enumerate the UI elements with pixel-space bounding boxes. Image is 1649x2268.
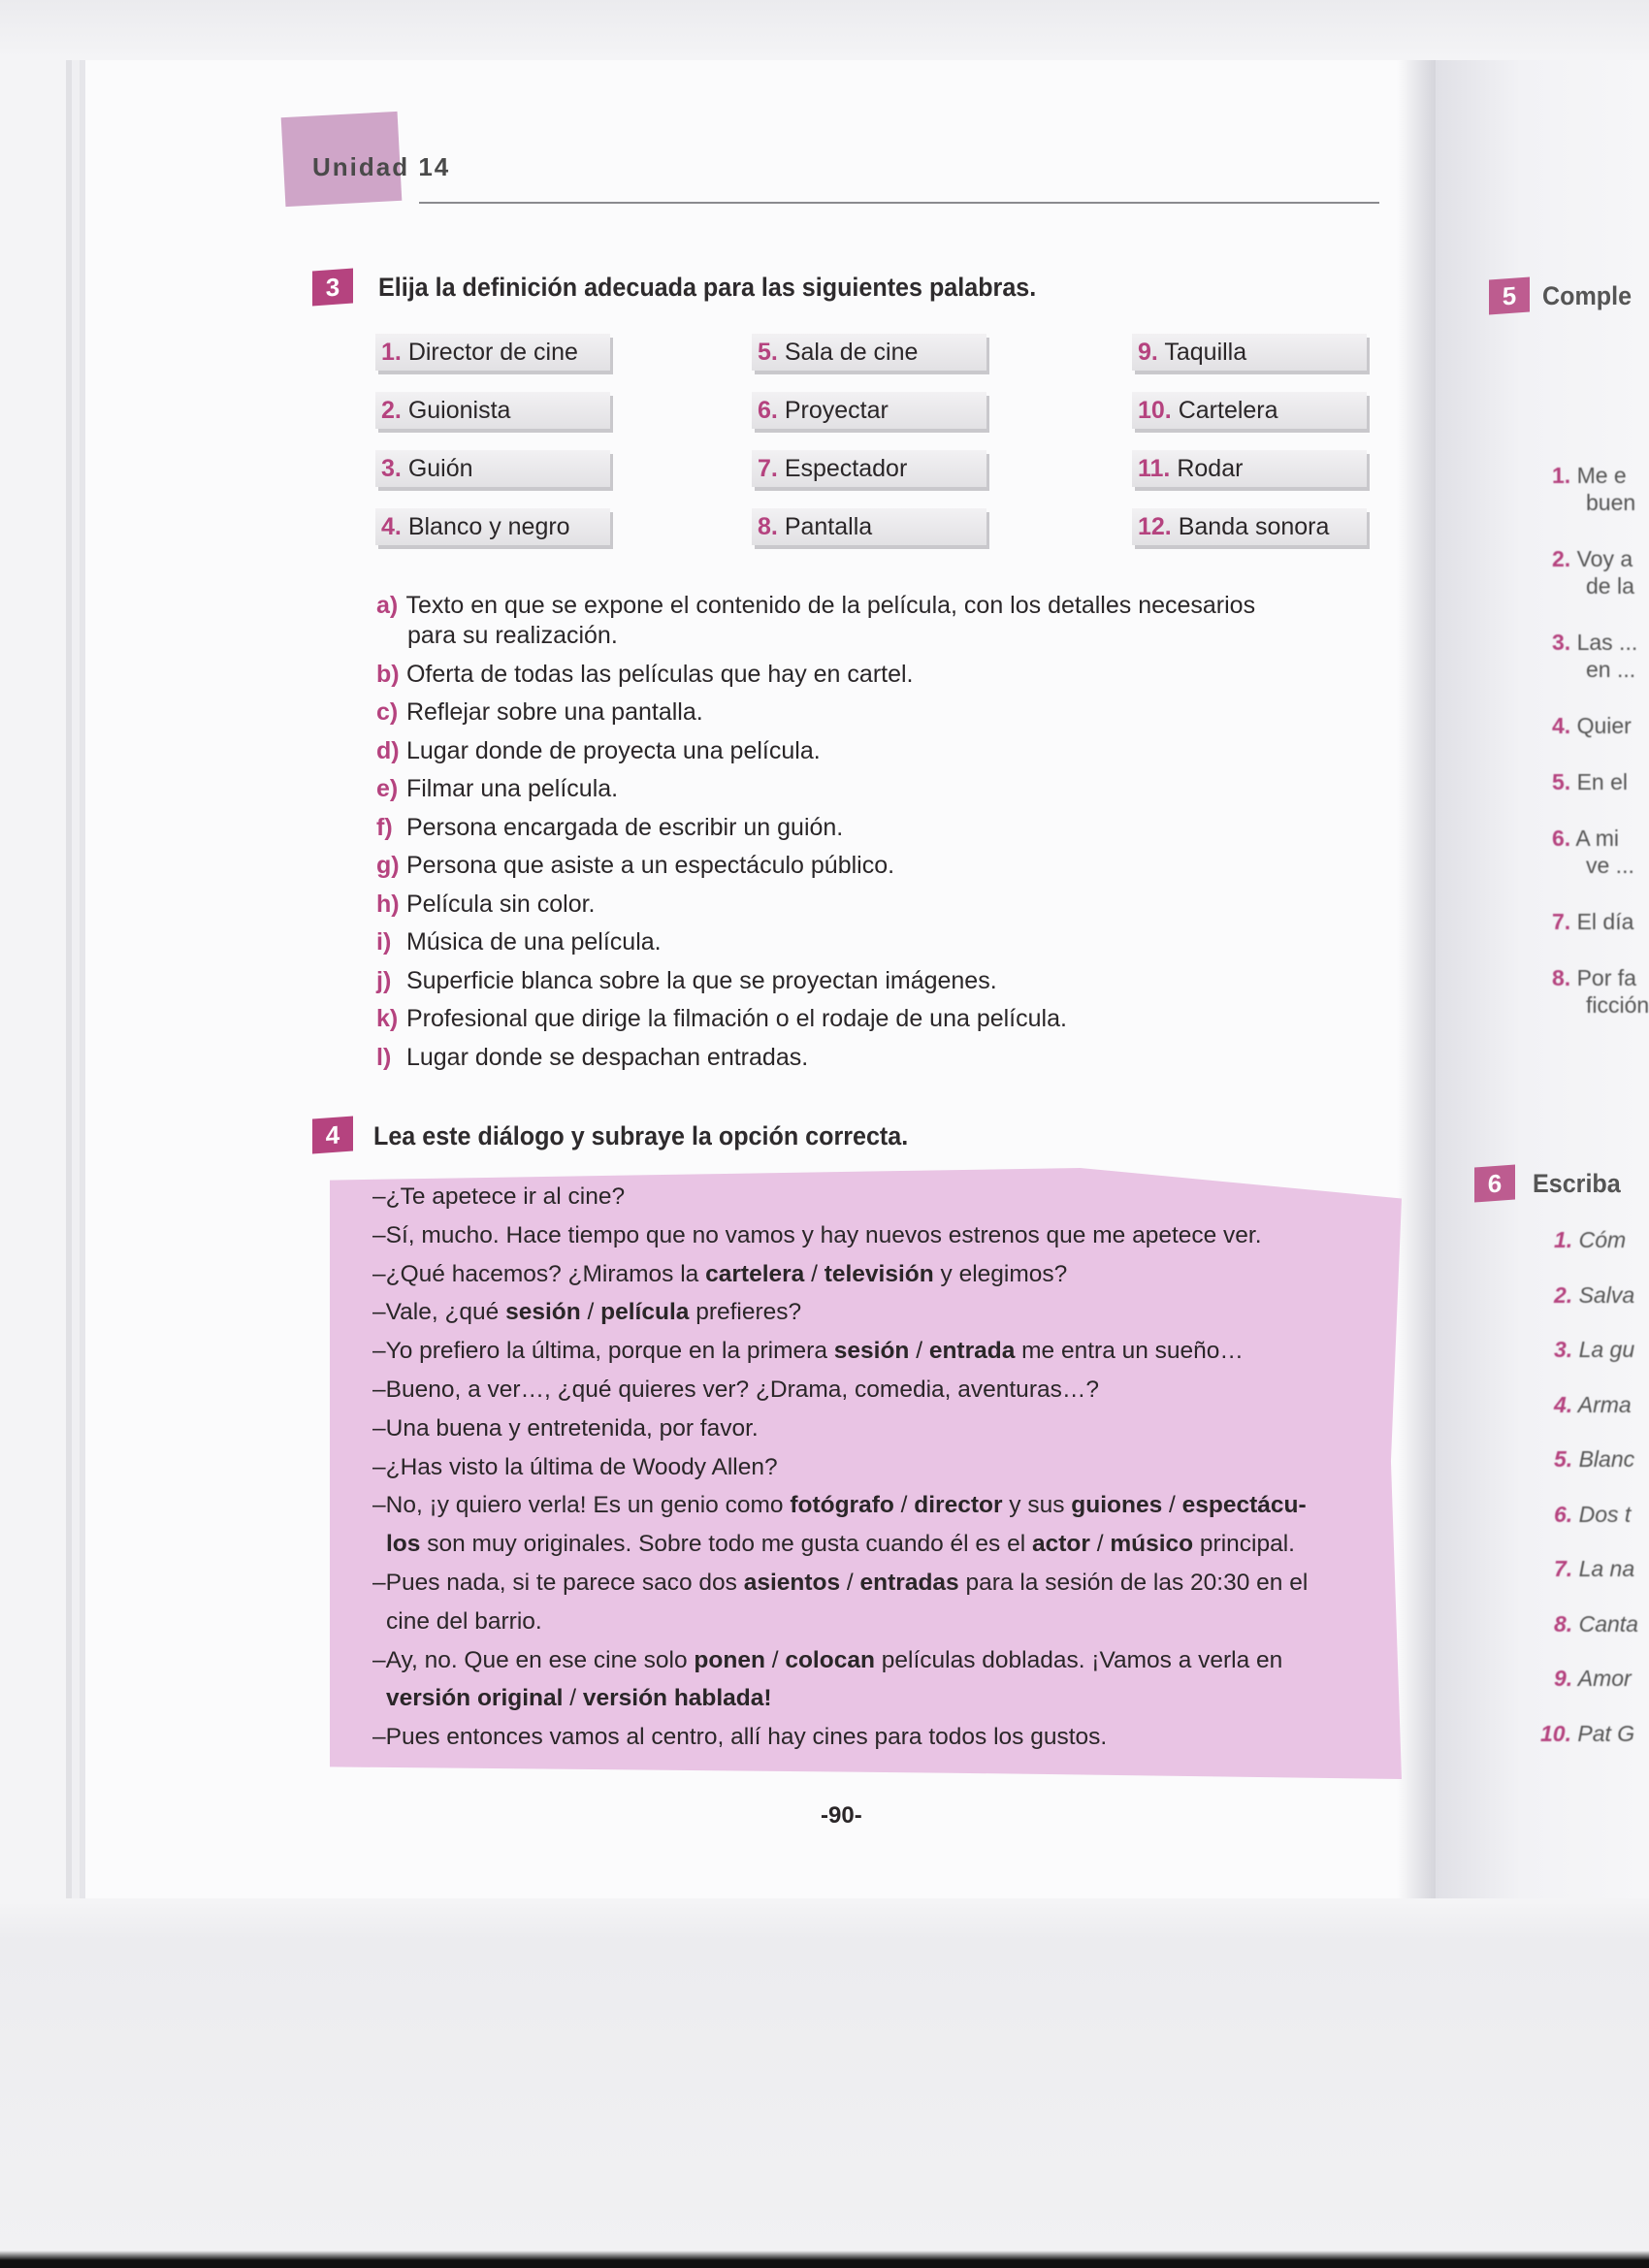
dialog-text: / <box>563 1685 583 1712</box>
answer-option[interactable]: sesión <box>505 1299 581 1326</box>
dialog-line <box>372 1299 801 1326</box>
exercise-6-item <box>1554 1337 1634 1362</box>
definition-text: Película sin color. <box>405 890 596 918</box>
word-number: 12. <box>1138 513 1172 540</box>
word-box <box>752 508 986 545</box>
word-text: Director de cine <box>407 339 578 366</box>
dialog-text: –Una buena y entretenida, por favor. <box>372 1414 759 1442</box>
dialog-line <box>386 1608 542 1636</box>
definition-continuation: para su realización. <box>407 622 618 649</box>
definition-letter: l) <box>376 1043 392 1071</box>
item-continuation: en ... <box>1586 657 1636 682</box>
definition-letter: b) <box>376 660 400 688</box>
page-number: -90- <box>821 1802 862 1829</box>
word-text: Rodar <box>1177 455 1244 482</box>
definition-text: Lugar donde de proyecta una película. <box>405 736 821 764</box>
word-box <box>1132 334 1367 371</box>
definition-text: Reflejar sobre una pantalla. <box>405 698 703 726</box>
definition-text: Lugar donde se despachan entradas. <box>405 1043 809 1071</box>
definition-text: Superficie blanca sobre la que se proyectan imágenes. <box>405 966 997 994</box>
item-continuation: ve ... <box>1586 853 1634 878</box>
unit-number: 14 <box>418 152 451 181</box>
dialog-text: cine del barrio. <box>386 1607 542 1635</box>
dialog-text: –Sí, mucho. Hace tiempo que no vamos y hay nuevos estrenos que me apetece ver. <box>372 1221 1262 1248</box>
exercise-5-item <box>1552 713 1632 738</box>
dialog-text: principal. <box>1193 1531 1295 1558</box>
exercise-5-item <box>1552 769 1628 794</box>
word-number: 9. <box>1138 339 1158 366</box>
dialog-text: –¿Has visto la última de Woody Allen? <box>372 1453 778 1480</box>
item-text: Dos t <box>1578 1501 1632 1527</box>
dialog-text: me entra un sueño… <box>1015 1338 1244 1365</box>
word-box <box>1132 508 1367 545</box>
dialog-text: –¿Te apetece ir al cine? <box>372 1183 626 1210</box>
item-number: 4. <box>1552 713 1571 738</box>
answer-option[interactable]: colocan <box>785 1646 875 1673</box>
item-number: 3. <box>1554 1337 1573 1362</box>
dialog-text: y sus <box>1002 1492 1072 1519</box>
item-text: Blanc <box>1578 1446 1635 1472</box>
word-box <box>752 392 986 429</box>
exercise-6-item <box>1554 1556 1634 1581</box>
item-text: Me e <box>1576 463 1627 488</box>
item-number: 8. <box>1552 965 1571 990</box>
exercise5-title: Comple <box>1542 281 1633 310</box>
answer-option[interactable]: versión hablada! <box>582 1685 772 1712</box>
item-number: 6. <box>1554 1501 1573 1527</box>
definition-letter: h) <box>376 890 400 918</box>
exercise-5-item <box>1552 965 1636 990</box>
dialog-line <box>372 1492 1307 1519</box>
exercise-6-item <box>1554 1392 1632 1417</box>
word-number: 4. <box>381 513 402 540</box>
definition-text: Música de una película. <box>405 928 662 956</box>
item-number: 2. <box>1552 546 1571 571</box>
unit-label: Unidad <box>312 152 410 181</box>
dialog-text: / <box>764 1646 786 1673</box>
word-text: Guionista <box>407 397 511 424</box>
definition-text: Filmar una película. <box>405 775 619 802</box>
dialog-line <box>372 1377 1099 1404</box>
word-number: 7. <box>758 455 778 482</box>
header-rule <box>419 202 1379 204</box>
exercise-5-item <box>1552 630 1637 655</box>
answer-option[interactable]: entradas <box>859 1570 959 1596</box>
exercise-6-item <box>1554 1666 1632 1691</box>
dialog-line <box>372 1261 1067 1288</box>
definition-item <box>376 775 618 802</box>
dialog-text: –Vale, ¿qué <box>372 1299 506 1326</box>
word-box <box>375 334 610 371</box>
unit-heading <box>312 152 450 182</box>
exercise5-badge: 5 <box>1489 277 1530 315</box>
dialog-text: –Bueno, a ver…, ¿qué quieres ver? ¿Drama, comedia, aventuras…? <box>372 1377 1099 1403</box>
word-number: 3. <box>381 455 402 482</box>
definition-item <box>376 661 914 688</box>
definition-letter: f) <box>376 813 393 841</box>
definition-item <box>376 592 1255 619</box>
answer-option[interactable]: actor <box>1031 1531 1090 1558</box>
dialog-text: / <box>580 1299 601 1326</box>
item-number: 7. <box>1554 1556 1573 1581</box>
answer-option[interactable]: espectácu- <box>1181 1492 1307 1519</box>
exercise-6-item <box>1554 1611 1638 1636</box>
dialog-text: películas dobladas. ¡Vamos a verla en <box>874 1646 1283 1673</box>
item-number: 1. <box>1554 1227 1573 1252</box>
word-text: Blanco y negro <box>407 513 570 540</box>
answer-option[interactable]: televisión <box>824 1260 934 1287</box>
word-number: 8. <box>758 513 778 540</box>
definition-letter: e) <box>376 775 399 802</box>
right-page <box>1436 60 1649 1898</box>
dialog-line <box>372 1647 1282 1674</box>
definition-letter: c) <box>376 698 399 726</box>
definition-letter: i) <box>376 928 392 956</box>
definition-item <box>376 928 662 956</box>
dialog-text: –Ay, no. Que en ese cine solo <box>372 1646 695 1673</box>
item-continuation: de la <box>1586 573 1634 599</box>
dialog-text: –Yo prefiero la última, porque en la primera <box>372 1338 834 1365</box>
item-number: 5. <box>1554 1446 1573 1472</box>
definition-text: Profesional que dirige la filmación o el rodaje de una película. <box>405 1005 1067 1032</box>
dialog-line <box>372 1454 778 1481</box>
word-text: Sala de cine <box>784 339 919 366</box>
dialog-text: / <box>1089 1531 1111 1558</box>
definition-text: Texto en que se expone el contenido de la película, con los detalles necesarios <box>405 592 1256 619</box>
dialog-text: son muy originales. Sobre todo me gusta cuando él es el <box>420 1531 1032 1558</box>
dialog-text: –No, ¡y quiero verla! Es un genio como <box>372 1492 791 1519</box>
dialog-text: / <box>804 1260 824 1287</box>
exercise-4-badge: 4 <box>312 1117 353 1154</box>
dialog-text: / <box>909 1338 929 1365</box>
dialog-text: –Pues nada, si te parece saco dos <box>372 1570 744 1596</box>
word-box <box>1132 392 1367 429</box>
item-number: 5. <box>1552 769 1571 794</box>
definition-item <box>376 698 703 726</box>
definition-item <box>376 1044 808 1071</box>
word-text: Guión <box>407 455 473 482</box>
dialog-line <box>386 1685 772 1712</box>
item-text: Pat G <box>1577 1720 1635 1746</box>
answer-option[interactable]: sesión <box>833 1338 910 1365</box>
answer-option[interactable]: director <box>914 1492 1003 1519</box>
item-text: Arma <box>1577 1391 1632 1417</box>
dialog-text: –Pues entonces vamos al centro, allí hay cines para todos los gustos. <box>372 1724 1108 1751</box>
word-number: 2. <box>381 397 402 424</box>
exercise-6-item <box>1554 1446 1634 1472</box>
word-number: 10. <box>1138 397 1172 424</box>
answer-option[interactable]: asientos <box>743 1570 841 1596</box>
item-number: 1. <box>1552 463 1571 488</box>
word-text: Espectador <box>784 455 908 482</box>
dialog-text: / <box>1162 1492 1182 1519</box>
definition-letter: g) <box>376 852 400 879</box>
exercise-6-item <box>1554 1502 1631 1527</box>
word-number: 5. <box>758 339 778 366</box>
definition-item <box>376 967 997 994</box>
exercise6-title: Escriba <box>1533 1169 1621 1198</box>
dialog-text: y elegimos? <box>933 1260 1068 1287</box>
dialog-text: para la sesión de las 20:30 en el <box>958 1570 1309 1596</box>
item-number: 9. <box>1554 1666 1573 1691</box>
item-text: Amor <box>1577 1666 1632 1691</box>
item-text: Quier <box>1576 713 1632 738</box>
exercise-5-item <box>1552 463 1627 488</box>
item-text: En el <box>1576 769 1629 794</box>
item-number: 8. <box>1554 1610 1573 1636</box>
definition-item <box>376 852 894 879</box>
dialog-line <box>372 1183 625 1211</box>
word-box <box>375 508 610 545</box>
dialog-text: / <box>840 1570 860 1596</box>
word-number: 11. <box>1138 455 1171 482</box>
answer-option[interactable]: guiones <box>1071 1492 1163 1519</box>
word-text: Banda sonora <box>1178 513 1330 540</box>
item-text: Canta <box>1578 1610 1638 1636</box>
definition-item <box>376 1005 1067 1032</box>
word-box <box>375 392 610 429</box>
exercise6-badge: 6 <box>1474 1165 1515 1203</box>
word-number: 1. <box>381 339 402 366</box>
definition-item <box>376 737 821 764</box>
item-number: 4. <box>1554 1391 1573 1417</box>
item-text: Voy a <box>1576 546 1633 571</box>
item-number: 2. <box>1554 1281 1573 1308</box>
item-number: 7. <box>1552 909 1571 934</box>
word-box <box>752 450 986 487</box>
dialog-line <box>372 1338 1244 1365</box>
dialog-text: prefieres? <box>689 1299 802 1326</box>
answer-option[interactable]: los <box>386 1531 421 1558</box>
item-text: La na <box>1578 1556 1635 1581</box>
answer-option[interactable]: fotógrafo <box>790 1492 894 1519</box>
answer-option[interactable]: entrada <box>928 1338 1016 1365</box>
item-text: Por fa <box>1576 965 1636 990</box>
answer-option[interactable]: ponen <box>694 1646 765 1673</box>
exercise-4-title: Lea este diálogo y subraye la opción correcta. <box>373 1121 909 1150</box>
word-text: Cartelera <box>1178 397 1278 424</box>
exercise-6-item <box>1554 1227 1626 1252</box>
dialog-line <box>372 1222 1262 1249</box>
dialog-line <box>372 1415 759 1442</box>
exercise-6-item <box>1540 1721 1634 1746</box>
definition-item <box>376 891 596 918</box>
exercise-5-item <box>1552 826 1619 851</box>
exercise-5-item <box>1552 909 1633 934</box>
item-text: A mi <box>1575 826 1620 851</box>
definition-letter: a) <box>376 592 399 619</box>
exercise-6-item <box>1554 1282 1634 1308</box>
definition-text: Persona encargada de escribir un guión. <box>405 813 844 841</box>
definition-letter: d) <box>376 736 400 764</box>
exercise-3-badge: 3 <box>312 269 353 307</box>
dialog-line <box>386 1531 1295 1558</box>
dialog-text: –¿Qué hacemos? ¿Miramos la <box>372 1260 706 1287</box>
answer-option[interactable]: película <box>600 1299 690 1326</box>
answer-option[interactable]: músico <box>1110 1531 1194 1558</box>
dialog-line <box>372 1570 1308 1597</box>
answer-option[interactable]: cartelera <box>705 1260 805 1287</box>
item-text: Salva <box>1578 1281 1635 1308</box>
item-text: La gu <box>1578 1337 1635 1362</box>
item-number: 6. <box>1552 826 1571 851</box>
exercise-5-item <box>1552 546 1633 571</box>
word-box <box>375 450 610 487</box>
dialog-line <box>372 1724 1107 1751</box>
item-number: 10. <box>1540 1720 1571 1746</box>
definition-letter: j) <box>376 966 392 994</box>
definition-text: Oferta de todas las películas que hay en cartel. <box>405 660 914 688</box>
word-box <box>1132 450 1367 487</box>
item-text: El día <box>1576 909 1634 934</box>
dialog-text: / <box>893 1492 915 1519</box>
definition-letter: k) <box>376 1005 399 1032</box>
item-number: 3. <box>1552 630 1571 655</box>
item-text: Las ... <box>1576 630 1638 655</box>
word-text: Pantalla <box>784 513 873 540</box>
answer-option[interactable]: versión original <box>386 1685 564 1712</box>
word-number: 6. <box>758 397 778 424</box>
item-continuation: ficción <box>1586 992 1649 1018</box>
item-text: Cóm <box>1578 1227 1627 1252</box>
definition-item <box>376 814 843 841</box>
word-box <box>752 334 986 371</box>
exercise-3-title: Elija la definición adecuada para las siguientes palabras. <box>378 273 1037 302</box>
definition-text: Persona que asiste a un espectáculo público. <box>405 852 895 879</box>
word-text: Taquilla <box>1164 339 1247 366</box>
word-text: Proyectar <box>784 397 889 424</box>
item-continuation: buen <box>1586 490 1636 515</box>
